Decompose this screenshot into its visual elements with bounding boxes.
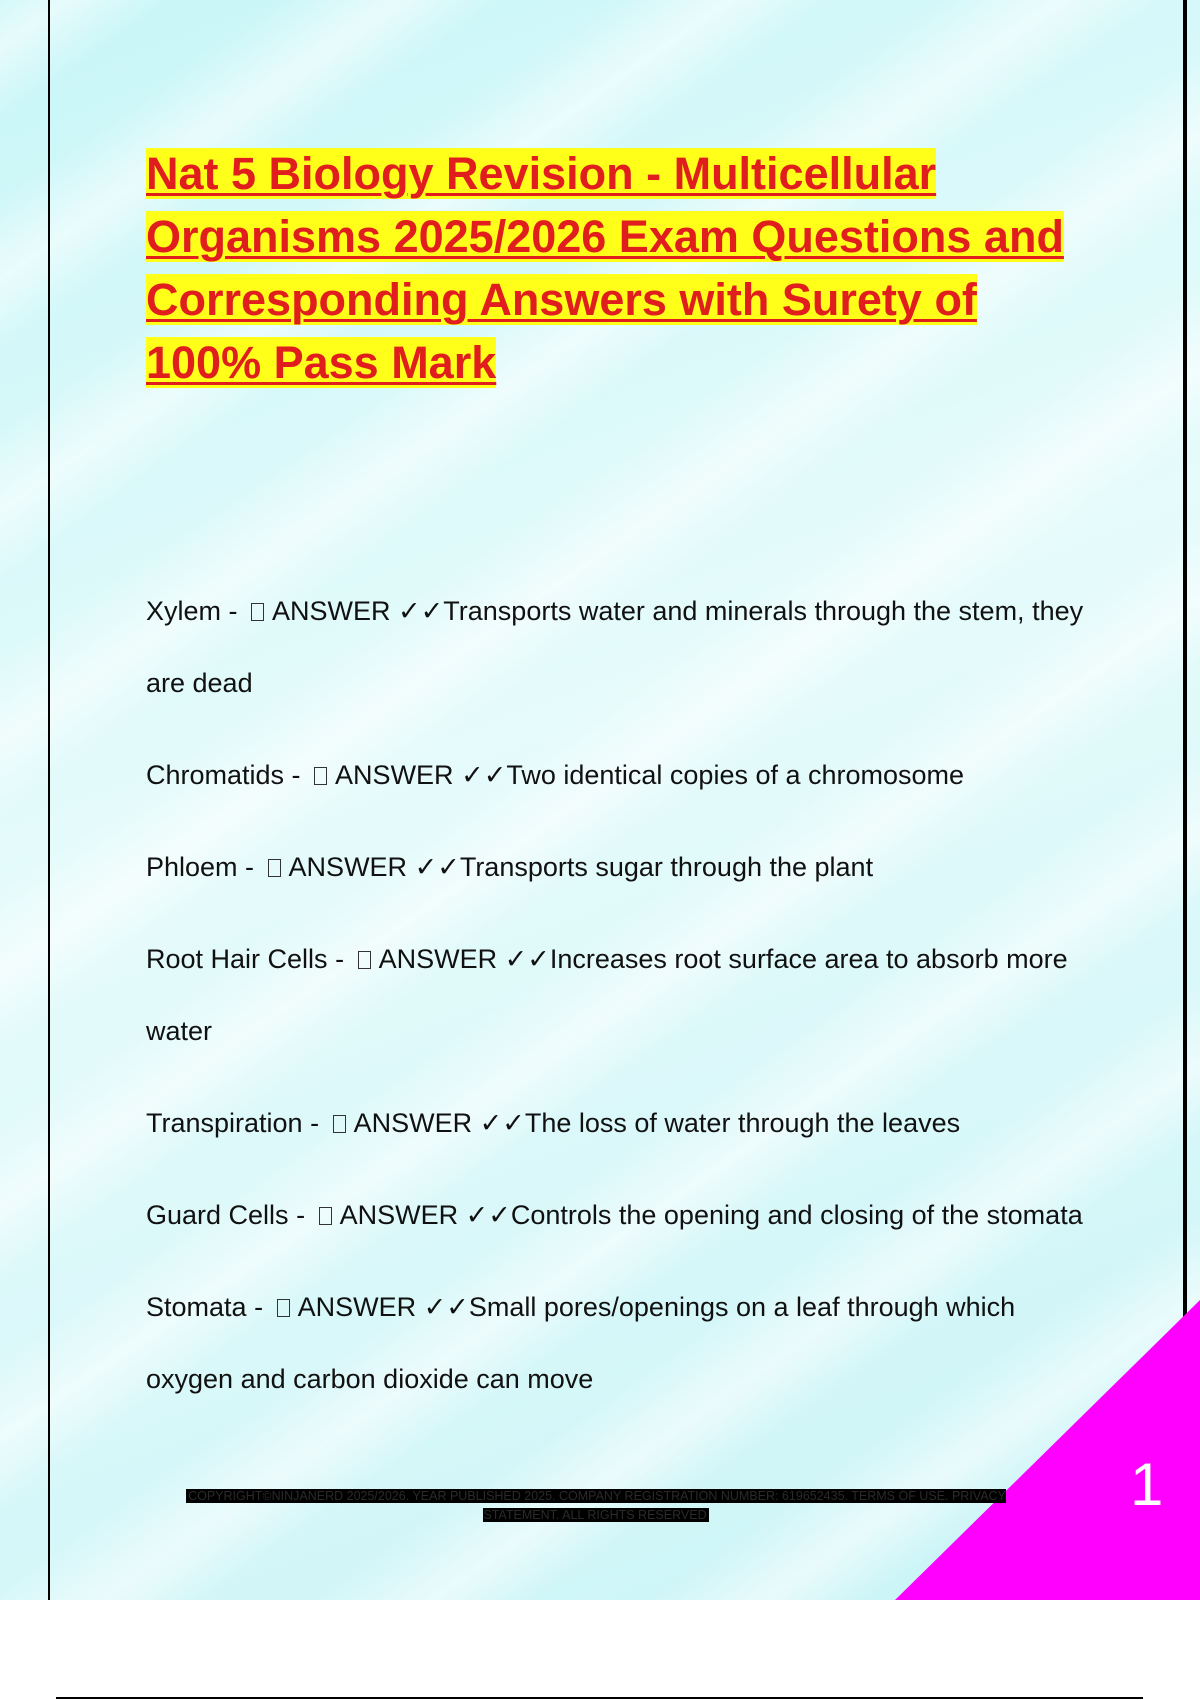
qa-entry	[146, 1087, 1086, 1159]
qa-term: Xylem	[146, 596, 222, 626]
qa-entry	[146, 575, 1091, 719]
qa-definition: Controls the opening and closing of the stomata	[510, 1200, 1083, 1230]
qa-definition: Two identical copies of a chromosome	[506, 760, 965, 790]
page-border-left	[48, 0, 50, 1600]
copyright-footer	[172, 1487, 1020, 1525]
qa-separator: -	[327, 944, 352, 974]
qa-term: Root Hair Cells	[146, 944, 328, 974]
qa-answer-label: ANSWER	[272, 596, 391, 626]
qa-separator: -	[246, 1292, 271, 1322]
qa-separator: -	[302, 1108, 327, 1138]
qa-answer-label: ANSWER	[288, 852, 408, 882]
qa-answer-label: ANSWER	[335, 760, 454, 790]
missing-glyph-box-icon	[268, 859, 281, 877]
qa-term: Stomata	[146, 1292, 247, 1322]
qa-answer-label: ANSWER	[297, 1292, 417, 1322]
qa-entry	[146, 739, 1086, 811]
qa-definition: Transports water and minerals through the stem, they are dead	[146, 596, 1091, 698]
qa-definition: Increases root surface area to absorb more water	[146, 944, 1076, 1046]
document-title-text: Nat 5 Biology Revision - Multicellular Organisms 2025/2026 Exam Questions and Corresponding Answers with Surety of 100% Pass Mark	[146, 148, 1064, 388]
qa-definition: The loss of water through the leaves	[524, 1108, 961, 1138]
double-check-icon: ✓✓	[414, 852, 460, 882]
double-check-icon: ✓✓	[504, 944, 550, 974]
qa-term: Phloem	[146, 852, 238, 882]
qa-entry	[146, 831, 1086, 903]
missing-glyph-box-icon	[314, 767, 327, 785]
qa-answer-label: ANSWER	[378, 944, 498, 974]
missing-glyph-box-icon	[333, 1115, 346, 1133]
qa-definition: Transports sugar through the plant	[459, 852, 874, 882]
double-check-icon: ✓✓	[461, 760, 507, 790]
missing-glyph-box-icon	[277, 1299, 290, 1317]
corner-triangle	[895, 1300, 1200, 1600]
corner-triangle-shape	[895, 1300, 1200, 1600]
qa-answer-label: ANSWER	[353, 1108, 473, 1138]
copyright-footer-text: COPYRIGHT©NINJANERD 2025/2026. YEAR PUBLISHED 2025. COMPANY REGISTRATION NUMBER: 619652435. TERMS OF USE. PRIVACY STATEMENT. ALL RIGHTS RESERVED	[188, 1489, 1006, 1522]
qa-definition: Small pores/openings on a leaf through which oxygen and carbon dioxide can move	[146, 1292, 1023, 1394]
double-check-icon: ✓✓	[423, 1292, 469, 1322]
qa-answer-label: ANSWER	[339, 1200, 459, 1230]
qa-separator: -	[237, 852, 262, 882]
qa-separator: -	[284, 760, 309, 790]
double-check-icon: ✓✓	[479, 1108, 525, 1138]
qa-term: Transpiration	[146, 1108, 303, 1138]
qa-term: Guard Cells	[146, 1200, 289, 1230]
double-check-icon: ✓✓	[465, 1200, 511, 1230]
page-number: 1	[1130, 1451, 1164, 1518]
missing-glyph-box-icon	[319, 1207, 332, 1225]
missing-glyph-box-icon	[251, 603, 264, 621]
bottom-rule	[56, 1697, 1143, 1699]
missing-glyph-box-icon	[358, 951, 371, 969]
document-title	[146, 142, 1096, 394]
qa-separator: -	[221, 596, 246, 626]
qa-separator: -	[288, 1200, 313, 1230]
qa-term: Chromatids	[146, 760, 285, 790]
qa-entry	[146, 1179, 1086, 1251]
double-check-icon: ✓✓	[398, 596, 444, 626]
qa-entry	[146, 923, 1086, 1067]
